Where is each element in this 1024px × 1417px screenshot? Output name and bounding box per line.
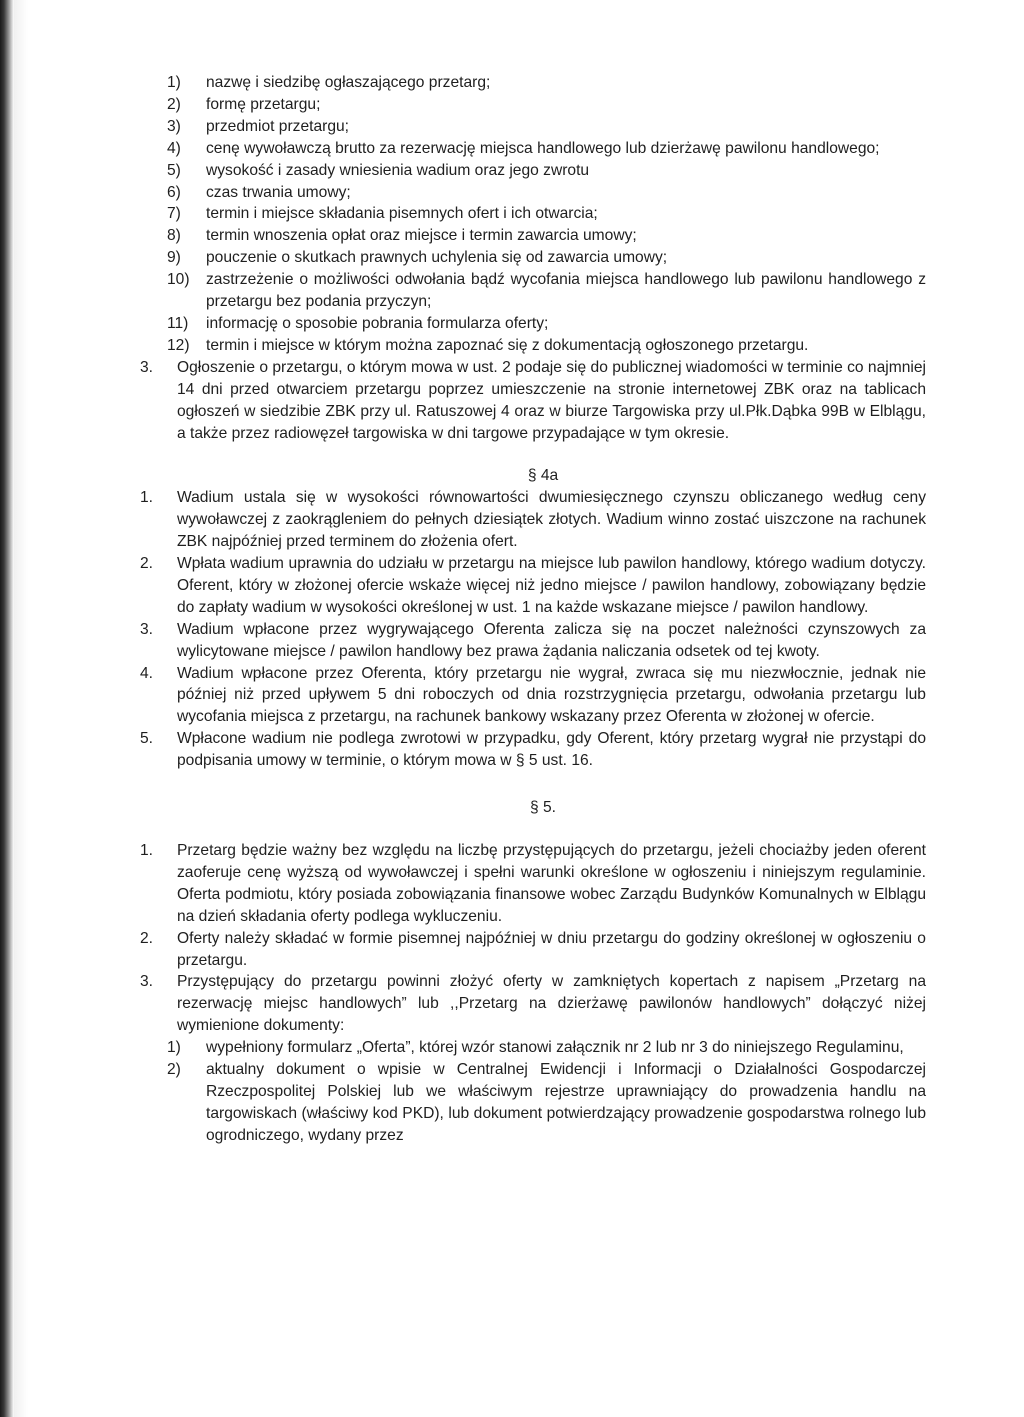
list-item [140, 840, 926, 928]
item-text: Ogłoszenie o przetargu, o którym mowa w ust. 2 podaje się do publicznej wiadomości w terminie co najmniej 14 dni przed otwarciem przetargu poprzez umieszczenie na stronie internetowej ZBK oraz na tablicach ogłoszeń w siedzibie ZBK przy ul. Ratuszowej 4 oraz w biurze Targowiska przy ul.Płk.Dąbka 99B w Elblągu, a także przez radiowęzeł targowiska w dni targowe przypadające w tym okresie. [177, 358, 926, 442]
scan-edge [0, 0, 14, 1417]
item-text: Przystępujący do przetargu powinni złożyć oferty w zamkniętych kopertach z napisem „Przetarg na rezerwację miejsc handlowych” lub ,,Przetarg na dzierżawę pawilonów handlowych” dołączyć niżej wymienione dokumenty: [177, 973, 926, 1035]
item-text: termin wnoszenia opłat oraz miejsce i termin zawarcia umowy; [206, 227, 637, 245]
section-heading-5: § 5. [529, 799, 556, 817]
item-number: 5) [167, 161, 181, 179]
list-item [140, 619, 926, 663]
list-item [140, 971, 926, 1037]
section-heading-4a: § 4a [527, 467, 559, 485]
item-number: 8) [167, 227, 181, 245]
document-page [140, 72, 926, 1147]
item-number: 1. [140, 842, 154, 859]
item-number: 2) [167, 1061, 181, 1079]
item-text: Przetarg będzie ważny bez względu na liczbę przystępujących do przetargu, jeżeli chociażby jeden oferent zaoferuje cenę wyższą od wywoławczej i spełni warunki określone w ogłoszeniu i niniejszym regulaminie. Oferta podmiotu, który posiada zobowiązania finansowe wobec Zarządu Budynków Komunalnych w Elblągu na dzień składania oferty podlega wykluczeniu. [177, 842, 926, 925]
item-text: Wadium wpłacone przez Oferenta, który przetargu nie wygrał, zwraca się mu niezwłocznie, jednak nie później niż przed upływem 5 dni roboczych od dnia rozstrzygnięcia przetargu, odwołania przetargu lub wycofania miejsca z przetargu, na rachunek bankowy wskazany przez Oferenta w złożonej w ofercie. [177, 664, 926, 726]
item-number: 2. [140, 929, 154, 947]
item-text: Wpłata wadium uprawnia do udziału w przetargu na miejsce lub pawilon handlowy, którego wadium dotyczy. Oferent, który w złożonej ofercie wskaże więcej niż jedno miejsce / pawilon handlowy, zobowiązany będzie do zapłaty wadium w wysokości określonej w ust. 1 na każde wskazane miejsce / pawilon handlowy. [177, 555, 926, 616]
item-number: 3. [140, 358, 154, 376]
item-text: wysokość i zasady wniesienia wadium oraz jego zwrotu [206, 161, 590, 179]
list-item [140, 335, 926, 357]
item-number: 5. [140, 730, 154, 748]
list-item [140, 313, 926, 335]
list-item [140, 94, 926, 116]
list-item [140, 728, 926, 772]
list-item [140, 1037, 926, 1059]
item-text: przedmiot przetargu; [206, 117, 350, 135]
list-item [140, 138, 926, 160]
list-item [140, 663, 926, 729]
item-number: 4) [167, 139, 181, 157]
item-text: pouczenie o skutkach prawnych uchylenia się od zawarcia umowy; [206, 249, 668, 267]
list-item [140, 72, 926, 94]
item-text: termin i miejsce w którym można zapoznać się z dokumentacją ogłoszonego przetargu. [206, 336, 809, 354]
section-4a-list [140, 487, 926, 772]
item-text: wypełniony formularz „Oferta”, której wzór stanowi załącznik nr 2 lub nr 3 do niniejszego Regulaminu, [206, 1039, 904, 1057]
item-number: 2) [167, 95, 181, 113]
item-number: 3) [167, 117, 181, 135]
item-number: 6) [167, 183, 181, 201]
item-number: 10) [167, 271, 190, 289]
item-text: zastrzeżenie o możliwości odwołania bądź wycofania miejsca handlowego lub pawilonu handlowego z przetargu bez podania przyczyn; [206, 271, 926, 311]
list-item [140, 1059, 926, 1147]
list-item [140, 116, 926, 138]
list-item [140, 182, 926, 204]
item-number: 11) [167, 314, 189, 332]
item-number: 1) [167, 74, 181, 91]
item-text: aktualny dokument o wpisie w Centralnej Ewidencji i Informacji o Działalności Gospodarczej Rzeczpospolitej Polskiej lub we właściwym rejestrze uprawniający do prowadzenia handlu na targowiskach (właściwy kod PKD), lub dokument potwierdzający prowadzenie gospodarstwa rolnego lub ogrodniczego, wydany przez [206, 1061, 926, 1144]
item-text: Oferty należy składać w formie pisemnej najpóźniej w dniu przetargu do godziny określonej w ogłoszeniu o przetargu. [177, 929, 926, 969]
item-text: informację o sposobie pobrania formularza oferty; [206, 314, 549, 332]
item-number: 1. [140, 489, 154, 507]
section-5-list [140, 840, 926, 1147]
item-text: termin i miejsce składania pisemnych ofert i ich otwarcia; [206, 205, 598, 223]
top-list [140, 72, 926, 357]
item-text: czas trwania umowy; [206, 183, 351, 201]
item-number: 3. [140, 620, 154, 638]
item-number: 9) [167, 249, 181, 267]
list-item [140, 225, 926, 247]
list-item [140, 487, 926, 553]
item-text: cenę wywoławczą brutto za rezerwację miejsca handlowego lub dzierżawę pawilonu handlowego; [206, 139, 880, 157]
scan-shadow [14, 0, 28, 1417]
item-text: nazwę i siedzibę ogłaszającego przetarg; [206, 74, 491, 91]
item-number: 7) [167, 205, 181, 223]
item-number: 1) [167, 1039, 181, 1057]
item-text: formę przetargu; [206, 95, 321, 113]
item-number: 12) [167, 336, 190, 354]
list-item [140, 160, 926, 182]
item-text: Wadium wpłacone przez wygrywającego Oferenta zalicza się na poczet należności czynszowych za wylicytowane miejsce / pawilon handlowy bez prawa żądania naliczania odsetek od tej kwoty. [177, 620, 926, 660]
item-number: 2. [140, 555, 154, 573]
item-text: Wadium ustala się w wysokości równowartości dwumiesięcznego czynszu obliczanego według ceny wywoławczej z zaokrągleniem do pełnych dziesiątek złotych. Wadium winno zostać uiszczone na rachunek ZBK najpóźniej przed terminem do złożenia ofert. [177, 489, 926, 551]
paragraph-3 [140, 357, 926, 445]
list-item [140, 247, 926, 269]
item-number: 4. [140, 664, 154, 682]
item-text: Wpłacone wadium nie podlega zwrotowi w przypadku, gdy Oferent, który przetarg wygrał nie przystąpi do podpisania umowy w terminie, o którym mowa w § 5 ust. 16. [177, 730, 926, 770]
list-item [140, 269, 926, 313]
list-item [140, 553, 926, 619]
item-number: 3. [140, 973, 154, 991]
list-item [140, 928, 926, 972]
list-item [140, 203, 926, 225]
